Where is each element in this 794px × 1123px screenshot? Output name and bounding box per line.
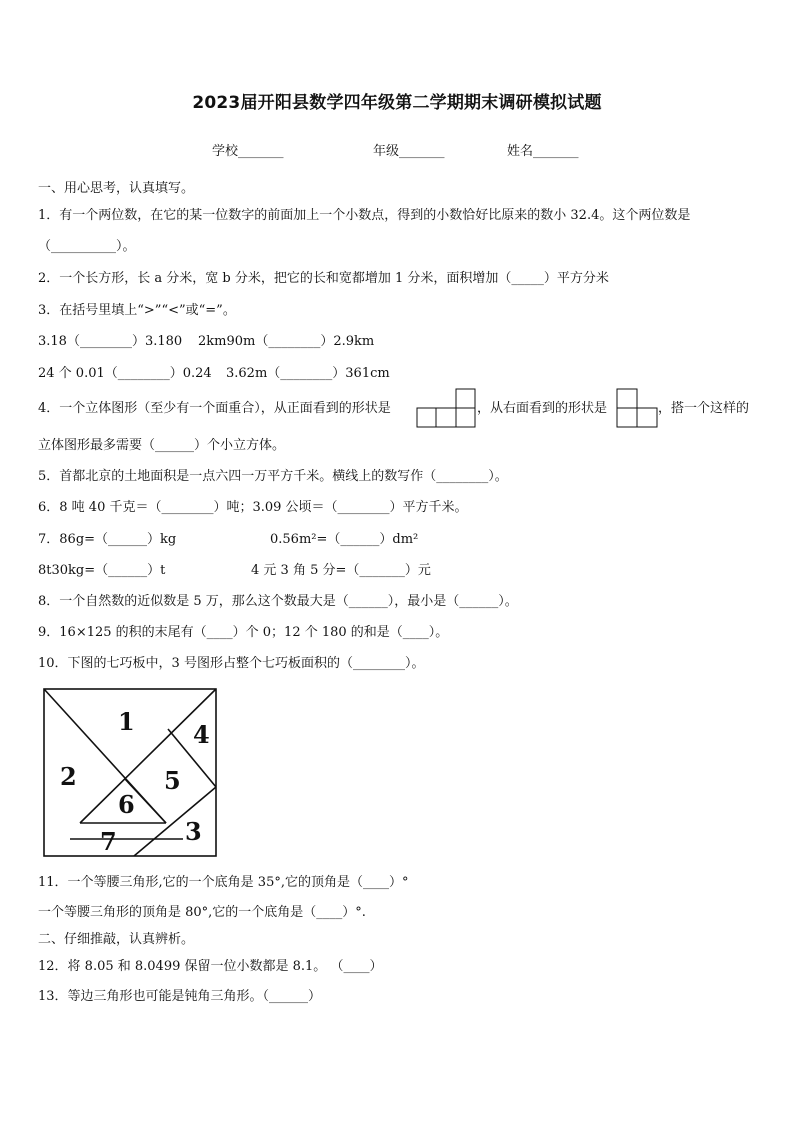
question-3-item-c: 24 个 0.01（________）0.24 [38,366,212,381]
question-7-item-c: 8t30kg=（______）t [38,563,166,578]
tangram-label-5: 5 [164,766,181,795]
page-title: 2023届开阳县数学四年级第二学期期末调研模拟试题 [192,93,602,113]
question-13: 13．等边三角形也可能是钝角三角形。（______） [38,989,322,1004]
question-2: 2．一个长方形，长 a 分米，宽 b 分米，把它的长和宽都增加 1 分米，面积增加（_____）平方分米 [38,271,609,286]
tangram-edge [134,787,216,856]
question-5: 5．首都北京的土地面积是一点六四一万平方千米。横线上的数写作（________）。 [38,469,508,484]
school-field: 学校_______ [212,144,284,159]
front-view-figure [416,388,476,428]
question-1-blank: （__________）。 [38,239,136,254]
grade-field: 年级_______ [373,144,445,159]
right-view-figure [616,388,658,428]
tangram-label-3: 3 [185,817,202,846]
question-10: 10．下图的七巧板中，3 号图形占整个七巧板面积的（________）。 [38,656,425,671]
question-12: 12．将 8.05 和 8.0499 保留一位小数都是 8.1。 （____） [38,959,383,974]
question-7-item-d: 4 元 3 角 5 分=（_______）元 [251,563,431,578]
tangram-figure [40,685,220,860]
name-field: 姓名_______ [507,144,579,159]
question-4-text-a: 4．一个立体图形（至少有一个面重合），从正面看到的形状是 [38,401,391,416]
question-3-item-b: 2km90m（________）2.9km [198,334,375,349]
question-4-text-b: ，从右面看到的形状是 [477,401,608,416]
question-4-text-c: ，搭一个这样的 [658,401,750,416]
tangram-label-1: 1 [118,707,135,736]
question-9: 9．16×125 的积的末尾有（____）个 0；12 个 180 的和是（____）。 [38,625,449,640]
question-4-text-d: 立体图形最多需要（______）个小立方体。 [38,438,286,453]
tangram-label-7: 7 [100,827,117,856]
question-3-item-a: 3.18（________）3.180 [38,334,183,349]
question-8: 8．一个自然数的近似数是 5 万，那么这个数最大是（______），最小是（______）。 [38,594,518,609]
question-1-text: 1．有一个两位数，在它的某一位数字的前面加上一个小数点，得到的小数恰好比原来的数小 32.4。这个两位数是 [38,208,691,223]
question-7-item-b: 0.56m²=（______）dm² [270,532,419,547]
section-heading-2: 二、仔细推敲，认真辨析。 [38,932,195,947]
question-11-a: 11．一个等腰三角形,它的一个底角是 35°,它的顶角是（____）° [38,875,409,890]
question-11-b: 一个等腰三角形的顶角是 80°,它的一个底角是（____）°. [38,905,366,920]
question-7-item-a: 7．86g=（______）kg [38,532,177,547]
question-6: 6．8 吨 40 千克＝（________）吨；3.09 公顷＝（________）平方千米。 [38,500,468,515]
question-3: 3．在括号里填上“>”“<”或“=”。 [38,303,236,318]
tangram-label-2: 2 [60,762,77,791]
question-3-item-d: 3.62m（________）361cm [226,366,390,381]
section-heading-1: 一、用心思考，认真填写。 [38,181,195,196]
tangram-label-4: 4 [193,720,210,749]
tangram-label-6: 6 [118,790,135,819]
